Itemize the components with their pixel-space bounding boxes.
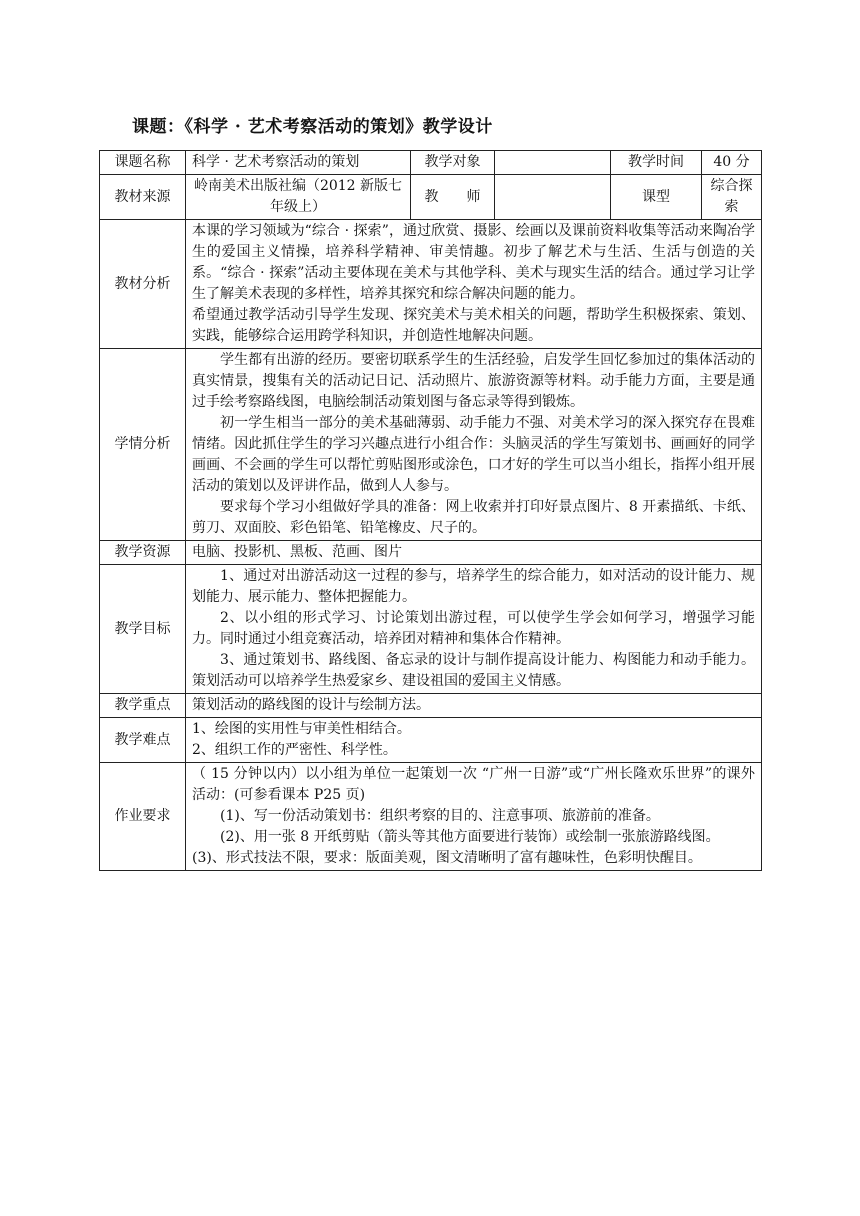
material-analysis-content (186, 220, 762, 349)
student-analysis-paragraph: 学生都有出游的经历。要密切联系学生的生活经验，启发学生回忆参加过的集体活动的真实情景，搜集有关的活动记日记、活动照片、旅游资源等材料。动手能力方面，主要是通过手绘考察路线图，电脑绘制活动策划图与备忘录等得到锻炼。 (192, 352, 755, 410)
row-student-analysis (100, 349, 762, 541)
student-analysis-label: 学情分析 (100, 349, 186, 541)
row-homework (100, 763, 762, 871)
key-points-label: 教学重点 (100, 694, 186, 718)
student-analysis-paragraph: 初一学生相当一部分的美术基础薄弱、动手能力不强、对美术学习的深入探究存在畏难情绪。因此抓住学生的学习兴趣点进行小组合作：头脑灵活的学生写策划书、画画好的同学画画、不会画的学生可以帮忙剪贴图形或涂色，口才好的学生可以当小组长，指挥小组开展活动的策划以及评讲作品，做到人人参与。 (192, 415, 755, 494)
objective-item: 1、通过对出游活动这一过程的参与，培养学生的综合能力，如对活动的设计能力、规划能力、展示能力、整体把握能力。 (192, 568, 755, 605)
lesson-plan-table (99, 150, 762, 871)
material-analysis-label: 教材分析 (100, 220, 186, 349)
objective-item: 2、以小组的形式学习、讨论策划出游过程，可以使学生学会如何学习，增强学习能力。同时通过小组竞赛活动，培养团对精神和集体合作精神。 (192, 610, 755, 647)
homework-paragraph: (1)、写一份活动策划书：组织考察的目的、注意事项、旅游前的准备。 (220, 808, 660, 824)
objective-item: 3、通过策划书、路线图、备忘录的设计与制作提高设计能力、构图能力和动手能力。策划活动可以培养学生热爱家乡、建设祖国的爱国主义情感。 (192, 652, 755, 689)
time-label: 教学时间 (611, 151, 702, 175)
course-name-label: 课题名称 (100, 151, 186, 175)
time-value: 40 分 (702, 151, 762, 175)
homework-label: 作业要求 (100, 763, 186, 871)
row-resources (100, 541, 762, 565)
page-title: 课题：《科学 · 艺术考察活动的策划》教学设计 (132, 117, 493, 137)
row-difficulties (100, 718, 762, 763)
difficulties-content (186, 718, 762, 763)
homework-paragraph: (2)、用一张 8 开纸剪贴（箭头等其他方面要进行装饰）或绘制一张旅游路线图。 (220, 829, 720, 845)
row-course-info (100, 151, 762, 175)
student-analysis-content (186, 349, 762, 541)
type-label: 课型 (611, 175, 702, 220)
homework-content (186, 763, 762, 871)
homework-paragraph: （ 15 分钟以内）以小组为单位一起策划一次 “广州一日游”或“广州长隆欢乐世界”的课外活动：(可参看课本 P25 页) (192, 766, 755, 803)
key-points-value: 策划活动的路线图的设计与绘制方法。 (186, 694, 762, 718)
difficulties-label: 教学难点 (100, 718, 186, 763)
student-analysis-paragraph: 要求每个学习小组做好学具的准备：网上收索并打印好景点图片、8 开素描纸、卡纸、剪刀、双面胶、彩色铅笔、铅笔橡皮、尺子的。 (192, 499, 755, 536)
source-label: 教材来源 (100, 175, 186, 220)
difficulty-item: 1、绘图的实用性与审美性相结合。 (192, 721, 411, 737)
material-analysis-paragraph: 希望通过教学活动引导学生发现、探究美术与美术相关的问题，帮助学生积极探索、策划、实践，能够综合运用跨学科知识，并创造性地解决问题。 (192, 307, 755, 344)
teacher-value (495, 175, 611, 220)
audience-label: 教学对象 (411, 151, 495, 175)
objectives-content (186, 565, 762, 694)
row-objectives (100, 565, 762, 694)
row-source-info (100, 175, 762, 220)
homework-paragraph: (3)、形式技法不限，要求：版面美观，图文清晰明了富有趣味性，色彩明快醒目。 (192, 850, 702, 866)
teacher-label: 教 师 (411, 175, 495, 220)
audience-value (495, 151, 611, 175)
objectives-label: 教学目标 (100, 565, 186, 694)
resources-label: 教学资源 (100, 541, 186, 565)
material-analysis-paragraph: 本课的学习领域为“综合 · 探索”，通过欣赏、摄影、绘画以及课前资料收集等活动来陶冶学生的爱国主义情操，培养科学精神、审美情趣。初步了解艺术与生活、生活与创造的关系。“综合 · 探索”活动主要体现在美术与其他学科、美术与现实生活的结合。通过学习让学生了解美术表现的多样性，培养其探究和综合解决问题的能力。 (192, 223, 755, 302)
source-value: 岭南美术出版社编（2012 新版七年级上） (186, 175, 411, 220)
course-name-value: 科学 · 艺术考察活动的策划 (186, 151, 411, 175)
type-value: 综合探索 (702, 175, 762, 220)
difficulty-item: 2、组织工作的严密性、科学性。 (192, 742, 397, 758)
row-material-analysis (100, 220, 762, 349)
resources-value: 电脑、投影机、黑板、范画、图片 (186, 541, 762, 565)
row-key-points (100, 694, 762, 718)
